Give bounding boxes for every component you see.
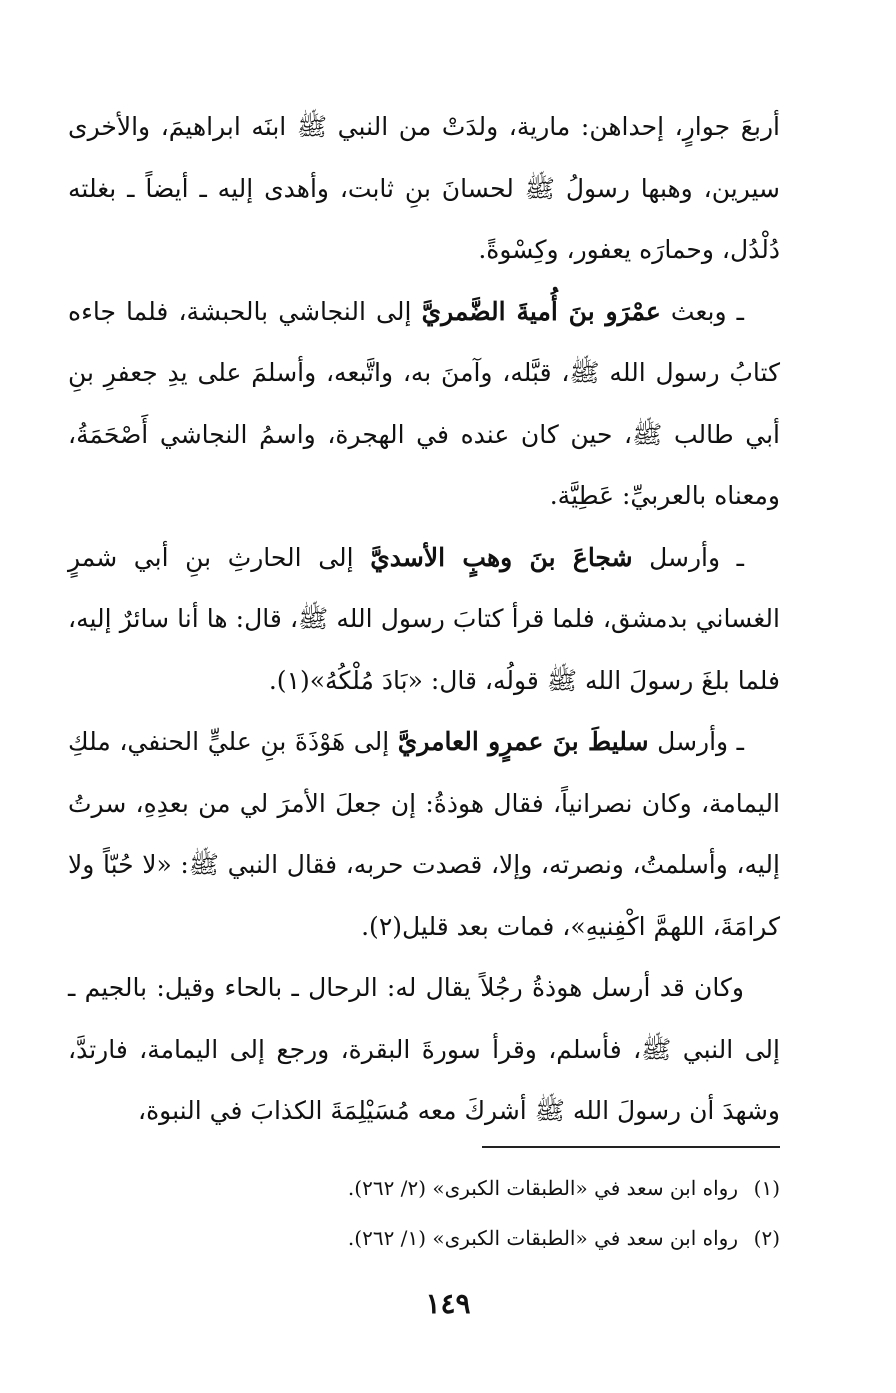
paragraph-4 [68, 711, 780, 957]
paragraph-text: ـ وأرسل [648, 727, 745, 756]
footnote-item [200, 1213, 780, 1263]
person-name-bold: شجاعَ بنَ وهبٍ الأسديَّ [370, 542, 633, 572]
footnote-text: رواه ابن سعد في «الطبقات الكبرى» (٢/ ٢٦٢). [347, 1176, 738, 1200]
paragraph-text: وكان قد أرسل هوذةُ رجُلاً يقال له: الرحال ـ بالحاء وقيل: بالجيم ـ إلى النبي ﷺ، فأسلم، وقرأ سورةَ البقرة، ورجع إلى اليمامة، فارتدَّ، وشهدَ أن رسولَ الله ﷺ أشركَ معه مُسَيْلِمَةَ الكذابَ في النبوة، [68, 973, 780, 1125]
footnote-item [200, 1163, 780, 1213]
footnotes [200, 1163, 780, 1263]
person-name-bold: سليطَ بنَ عمرٍو العامريَّ [397, 727, 649, 756]
paragraph-text: ـ وأرسل [632, 542, 744, 572]
paragraph-text: إلى النجاشي بالحبشة، فلما جاءه كتابُ رسول الله ﷺ، قبَّله، وآمنَ به، واتَّبعه، وأسلمَ على يدِ جعفرِ بنِ أبي طالب ﷺ، حين كان عنده في الهجرة، واسمُ النجاشي أَصْحَمَةُ، ومعناه بالعربيِّ: عَطِيَّة. [68, 296, 780, 510]
paragraph-2 [68, 281, 780, 527]
footnote-number: (٢) [753, 1226, 780, 1250]
paragraph-1 [68, 96, 780, 281]
paragraph-5 [68, 957, 780, 1142]
paragraph-text: إلى هَوْذَةَ بنِ عليٍّ الحنفي، ملكِ اليمامة، وكان نصرانياً، فقال هوذةُ: إن جعلَ الأمرَ لي من بعدِهِ، سرتُ إليه، وأسلمتُ، ونصرته، وإلا، قصدت حربه، فقال النبي ﷺ: «لا حُبّاً ولا كرامَةَ، اللهمَّ اكْفِنيهِ»، فمات بعد قليل(٢). [68, 727, 780, 941]
footnote-text: رواه ابن سعد في «الطبقات الكبرى» (١/ ٢٦٢). [347, 1226, 738, 1250]
paragraph-3 [68, 527, 780, 712]
footnote-separator [482, 1146, 780, 1148]
main-text [68, 96, 780, 1142]
paragraph-text: ـ وبعث [660, 296, 744, 326]
person-name-bold: عمْرَو بنَ أُميةَ الضَّمريَّ [421, 296, 661, 326]
page-number: ١٤٩ [425, 1287, 471, 1320]
paragraph-text: إلى الحارثِ بنِ أبي شمرٍ الغساني بدمشق، فلما قرأ كتابَ رسول الله ﷺ، قال: ها أنا سائرٌ إليه، فلما بلغَ رسولَ الله ﷺ قولُه، قال: «بَادَ مُلْكُهُ»(١). [68, 542, 780, 695]
paragraph-text: أربعَ جوارٍ، إحداهن: مارية، ولدَتْ من النبي ﷺ ابنَه ابراهيمَ، والأخرى سيرين، وهبها رسولُ ﷺ لحسانَ بنِ ثابت، وأهدى إليه ـ أيضاً ـ بغلته دُلْدُل، وحمارَه يعفور، وكِسْوةً. [68, 112, 780, 264]
footnote-number: (١) [753, 1176, 780, 1200]
